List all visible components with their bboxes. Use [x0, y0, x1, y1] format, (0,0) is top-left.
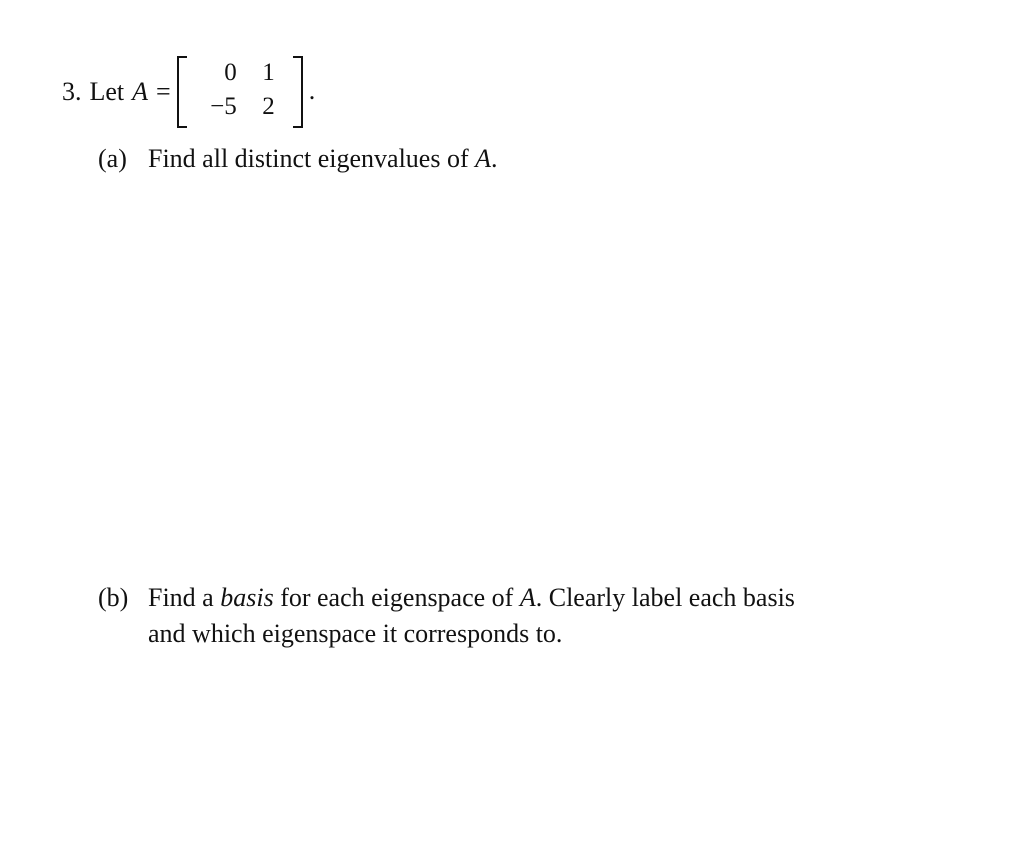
equals-sign: =: [156, 77, 171, 106]
part-a-period: .: [491, 144, 498, 173]
matrix-cell: 1: [262, 59, 275, 86]
part-a-label: (a): [98, 144, 127, 173]
problem-intro: Let: [89, 77, 125, 106]
part-b-text-2: for each eigenspace of: [280, 583, 514, 612]
problem-period: .: [308, 76, 316, 105]
part-a-variable: A: [475, 144, 491, 173]
matrix-cell: 2: [262, 93, 275, 120]
part-b-emphasis: basis: [220, 583, 274, 612]
part-b-text: [148, 580, 968, 652]
part-b-line-1: [148, 580, 968, 616]
part-b-line-2: and which eigenspace it corresponds to.: [148, 619, 563, 648]
part-b-text-1: Find a: [148, 583, 214, 612]
problem-statement: [62, 54, 315, 130]
part-b-label: (b): [98, 583, 129, 612]
part-a-text: Find all distinct eigenvalues of: [148, 144, 469, 173]
right-bracket: [293, 56, 303, 128]
part-b-variable: A: [519, 583, 536, 612]
matrix-a: [177, 54, 303, 130]
matrix-cell: −5: [210, 93, 237, 120]
matrix-variable: A: [132, 77, 149, 106]
part-a: [98, 144, 498, 174]
left-bracket: [177, 56, 187, 128]
part-b-text-3: . Clearly label each basis: [535, 583, 795, 612]
matrix-cell: 0: [224, 59, 237, 86]
problem-number: 3.: [62, 77, 82, 106]
